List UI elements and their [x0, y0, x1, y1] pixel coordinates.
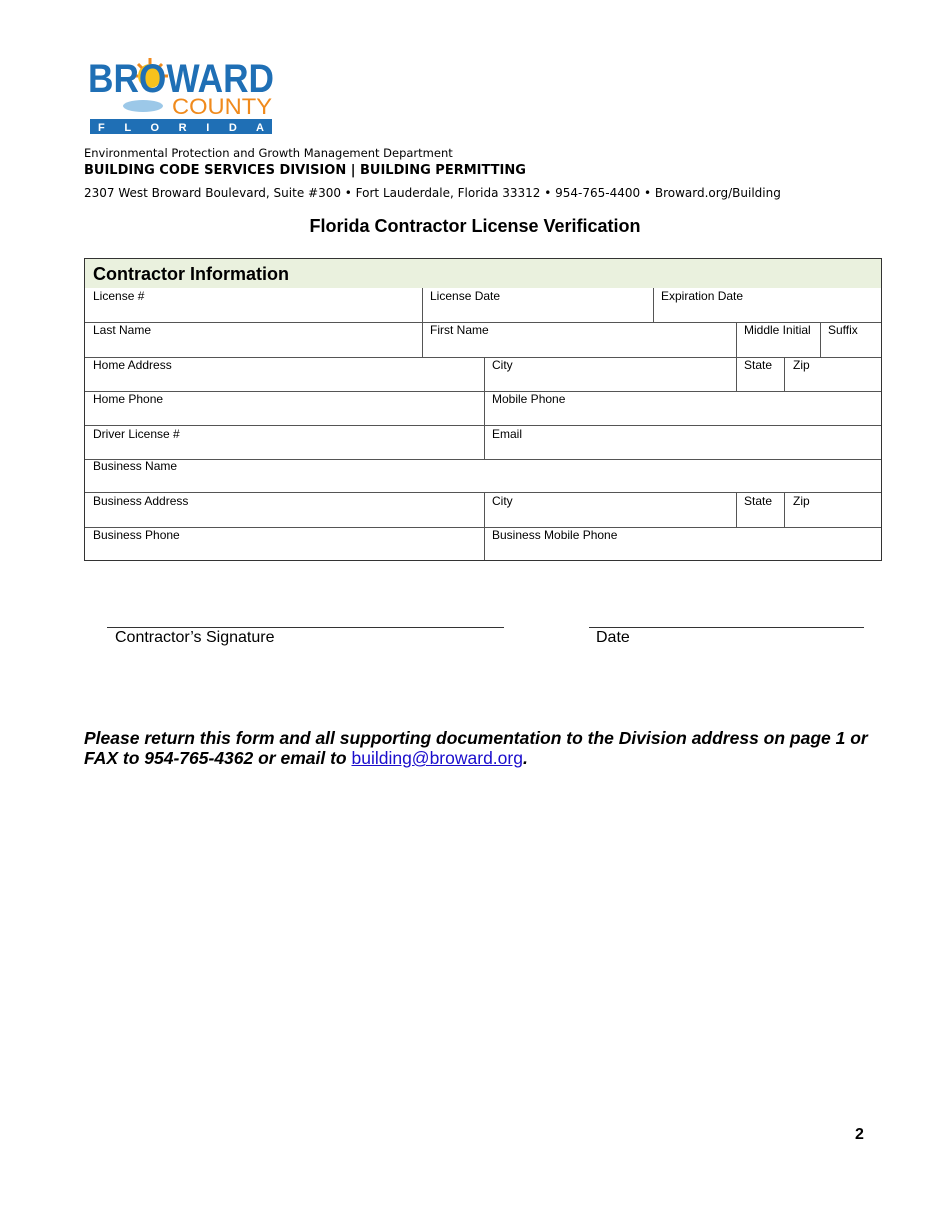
contractor-information-form: [84, 258, 882, 561]
cell-divider: [784, 492, 785, 527]
row-divider: [85, 527, 881, 528]
row-divider: [85, 459, 881, 460]
field-home-state[interactable]: State: [744, 358, 773, 372]
division-address: 2307 West Broward Boulevard, Suite #300 • Fort Lauderdale, Florida 33312 • 954-765-4400 • Broward.org/Building: [84, 186, 781, 200]
row-divider: [85, 492, 881, 493]
cell-divider: [736, 322, 737, 357]
broward-county-logo: [88, 56, 278, 138]
field-expiration-date[interactable]: Expiration Date: [661, 289, 744, 303]
field-home-city[interactable]: City: [492, 358, 513, 372]
cell-divider: [484, 391, 485, 425]
field-business-zip[interactable]: Zip: [793, 494, 810, 508]
cell-divider: [484, 425, 485, 459]
return-instructions-end: .: [522, 748, 528, 768]
field-license-date[interactable]: License Date: [430, 289, 501, 303]
field-business-name[interactable]: Business Name: [93, 459, 178, 473]
field-last-name[interactable]: Last Name: [93, 323, 152, 337]
cell-divider: [653, 288, 654, 322]
field-suffix[interactable]: Suffix: [828, 323, 858, 337]
department-name: Environmental Protection and Growth Management Department: [84, 146, 453, 160]
contractor-signature-label: Contractor’s Signature: [115, 629, 275, 646]
row-divider: [85, 425, 881, 426]
cell-divider: [820, 322, 821, 357]
cell-divider: [736, 357, 737, 391]
signature-line[interactable]: [107, 627, 504, 628]
cell-divider: [422, 322, 423, 357]
cell-divider: [784, 357, 785, 391]
return-instructions: [84, 728, 884, 768]
cell-divider: [484, 492, 485, 527]
field-first-name[interactable]: First Name: [430, 323, 489, 337]
field-email[interactable]: Email: [492, 427, 523, 441]
field-business-phone[interactable]: Business Phone: [93, 528, 180, 542]
field-business-mobile-phone[interactable]: Business Mobile Phone: [492, 528, 618, 542]
cell-divider: [484, 527, 485, 560]
field-home-address[interactable]: Home Address: [93, 358, 172, 372]
date-line[interactable]: [589, 627, 864, 628]
form-title: Florida Contractor License Verification: [309, 216, 641, 236]
field-business-city[interactable]: City: [492, 494, 513, 508]
return-instructions-text: Please return this form and all supporting documentation to the Division address on page 1 or FAX to 954-765-4362 or email to: [84, 728, 868, 768]
date-label: Date: [596, 629, 630, 646]
row-divider: [85, 391, 881, 392]
logo-word-florida: F L O R I D A: [98, 122, 264, 134]
field-license-number[interactable]: License #: [93, 289, 145, 303]
field-driver-license[interactable]: Driver License #: [93, 427, 180, 441]
email-link[interactable]: building@broward.org: [351, 748, 523, 768]
cell-divider: [484, 357, 485, 391]
field-business-address[interactable]: Business Address: [93, 494, 189, 508]
cell-divider: [736, 492, 737, 527]
division-name: BUILDING CODE SERVICES DIVISION | BUILDING PERMITTING: [84, 163, 526, 178]
section-title: Contractor Information: [85, 259, 881, 288]
field-home-zip[interactable]: Zip: [793, 358, 810, 372]
field-mobile-phone[interactable]: Mobile Phone: [492, 392, 566, 406]
logo-word-county: COUNTY: [172, 94, 273, 119]
logo-word-broward: BROWARD: [88, 57, 274, 101]
page-number: 2: [855, 1126, 864, 1143]
field-business-state[interactable]: State: [744, 494, 773, 508]
field-home-phone[interactable]: Home Phone: [93, 392, 164, 406]
cell-divider: [422, 288, 423, 322]
field-middle-initial[interactable]: Middle Initial: [744, 323, 811, 337]
